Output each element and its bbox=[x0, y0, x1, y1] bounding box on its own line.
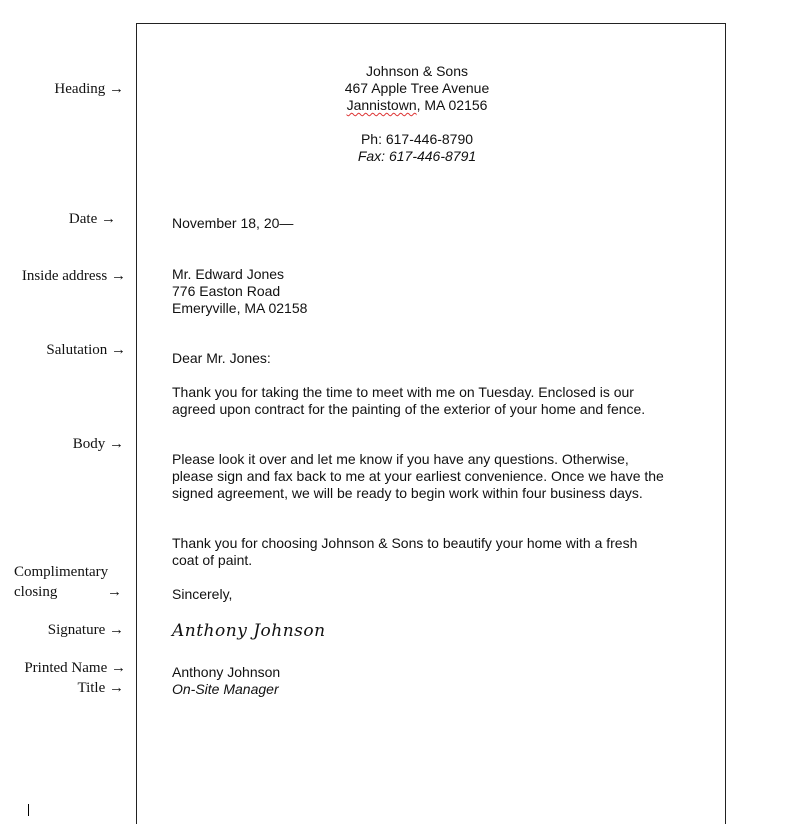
label-signature: Signature → bbox=[47, 622, 124, 638]
company-city-state: , MA 02156 bbox=[416, 97, 488, 113]
recipient-city: Emeryville, MA 02158 bbox=[172, 300, 308, 316]
sender-title: On-Site Manager bbox=[172, 681, 279, 697]
company-name: Johnson & Sons bbox=[366, 63, 468, 79]
salutation: Dear Mr. Jones: bbox=[172, 350, 271, 366]
label-printed-name: Printed Name → bbox=[24, 660, 126, 676]
body-paragraph-1: Thank you for taking the time to meet with me on Tuesday. Enclosed is our agreed upon contract for the painting of the exterior of your home and fence. bbox=[172, 384, 646, 417]
recipient-name: Mr. Edward Jones bbox=[172, 266, 285, 282]
label-heading: Heading → bbox=[54, 81, 124, 97]
company-phone: Ph: 617-446-8790 bbox=[360, 131, 474, 147]
signature: Anthony Johnson bbox=[172, 621, 326, 641]
label-closing-arrow: → bbox=[107, 584, 122, 600]
label-title: Title → bbox=[77, 680, 124, 696]
label-complimentary: Complimentary bbox=[14, 564, 109, 580]
text-cursor bbox=[28, 804, 29, 816]
label-salutation: Salutation → bbox=[46, 342, 126, 358]
company-city-name: Jannistown bbox=[346, 97, 417, 113]
label-body: Body → bbox=[72, 436, 124, 452]
label-closing: closing bbox=[14, 584, 58, 600]
company-fax: Fax: 617-446-8791 bbox=[357, 148, 477, 164]
body-paragraph-2: Please look it over and let me know if you have any questions. Otherwise, please sign and fax back to me at your earliest convenience. Once we have the signed agreement, we will be ready to begin work within four business days. bbox=[172, 451, 664, 501]
label-date: Date → bbox=[68, 211, 116, 227]
recipient-street: 776 Easton Road bbox=[172, 283, 281, 299]
label-inside-address: Inside address → bbox=[21, 268, 126, 284]
body-paragraph-3: Thank you for choosing Johnson & Sons to beautify your home with a fresh coat of paint. bbox=[172, 535, 638, 568]
letter-date: November 18, 20— bbox=[172, 215, 294, 231]
company-city bbox=[137, 97, 697, 114]
complimentary-closing: Sincerely, bbox=[172, 586, 233, 602]
letter-page bbox=[136, 23, 726, 824]
printed-name: Anthony Johnson bbox=[172, 664, 281, 680]
company-street: 467 Apple Tree Avenue bbox=[344, 80, 490, 96]
